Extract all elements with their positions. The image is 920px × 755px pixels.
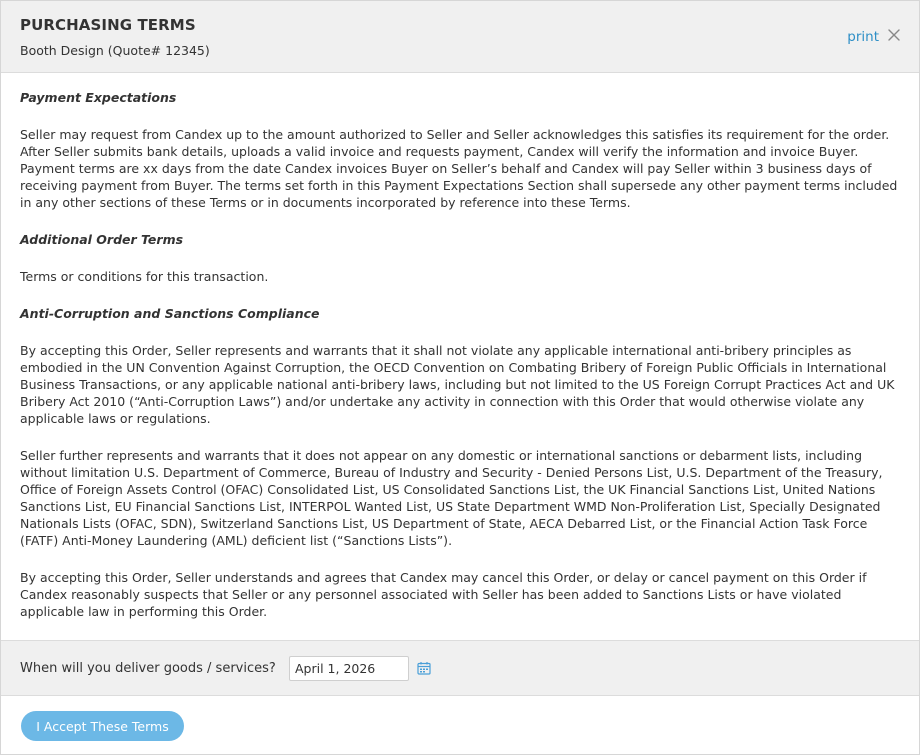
- terms-paragraph: Terms or conditions for this transaction.: [20, 269, 269, 284]
- terms-paragraph: Seller further represents and warrants that it does not appear on any domestic or international sanctions or debarment lists, including without limitation U.S. Department of Commerce, Bureau of Industry and Security - Denied Persons List, U.S. Department of the Treasury, Office of Foreign Assets Control (OFAC) Consolidated List, US Consolidated Sanctions List, the UK Financial Sanctions List, United Nations Sanctions List, EU Financial Sanctions List, INTERPOL Wanted List, US State Department WMD Non-Proliferation List, Specially Designated Nationals Lists (OFAC, SDN), Switzerland Sanctions List, US Department of State, AECA Debarred List, or the Financial Action Task Force (FATF) Anti-Money Laundering (AML) deficient list (“Sanctions Lists”).: [20, 448, 883, 548]
- terms-body[interactable]: [1, 74, 919, 640]
- delivery-date-input[interactable]: [289, 656, 409, 681]
- delivery-date-label: When will you deliver goods / services?: [20, 661, 276, 676]
- calendar-icon[interactable]: [417, 661, 431, 675]
- modal-title: PURCHASING TERMS: [20, 16, 196, 34]
- terms-paragraph: By accepting this Order, Seller represents and warrants that it shall not violate any applicable international anti-bribery principles as embodied in the UN Convention Against Corruption, the OECD Convention on Combating Bribery of Foreign Public Officials in International Business Transactions, or any applicable national anti-bribery laws, including but not limited to the US Foreign Corrupt Practices Act and UK Bribery Act 2010 (“Anti-Corruption Laws”) and/or undertake any activity in connection with this Order that would otherwise violate any applicable laws or regulations.: [20, 343, 895, 426]
- modal-subtitle: Booth Design (Quote# 12345): [20, 43, 210, 58]
- print-link[interactable]: print: [847, 29, 879, 45]
- section-heading-payment: Payment Expectations: [20, 90, 177, 105]
- terms-paragraph: Seller may request from Candex up to the amount authorized to Seller and Seller acknowledges this satisfies its requirement for the order. After Seller submits bank details, uploads a valid invoice and requests payment, Candex will verify the information and invoice Buyer. Payment terms are xx days from the date Candex invoices Buyer on Seller’s behalf and Candex will pay Seller within 3 business days of receiving payment from Buyer. The terms set forth in this Payment Expectations Section shall supersede any other payment terms included in any other sections of these Terms or in documents incorporated by reference into these Terms.: [20, 127, 898, 210]
- terms-paragraph: By accepting this Order, Seller understands and agrees that Candex may cancel this Order, or delay or cancel payment on this Order if Candex reasonably suspects that Seller or any personnel associated with Seller has been added to Sanctions Lists or have violated applicable law in performing this Order.: [20, 570, 867, 619]
- close-icon[interactable]: [887, 28, 901, 42]
- modal-footer: [1, 697, 919, 754]
- modal-header: [1, 1, 919, 73]
- accept-terms-button[interactable]: I Accept These Terms: [21, 711, 184, 741]
- delivery-date-bar: [1, 640, 919, 696]
- section-heading-anti-corruption: Anti-Corruption and Sanctions Compliance: [20, 306, 320, 321]
- section-heading-additional: Additional Order Terms: [20, 232, 184, 247]
